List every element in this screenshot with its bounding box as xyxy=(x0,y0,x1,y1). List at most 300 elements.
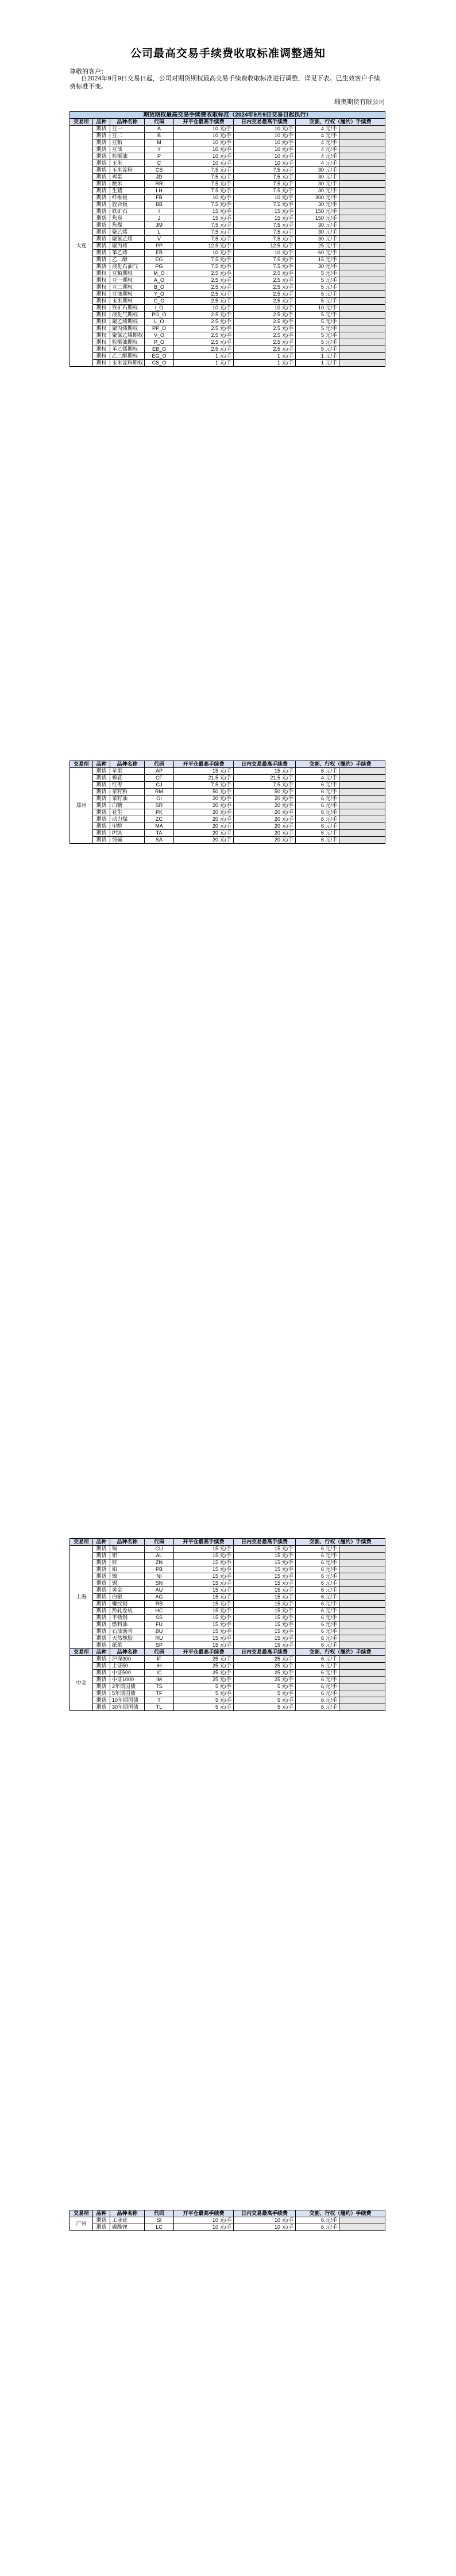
product-cell: 铝 xyxy=(110,1553,145,1559)
product-cell: 豆油 xyxy=(110,146,145,153)
blank-cell xyxy=(339,305,385,312)
blank-cell xyxy=(339,146,385,153)
kind-cell: 期货 xyxy=(93,133,110,139)
code-cell: Y xyxy=(145,146,174,153)
open-close-fee-cell: 21.5 元/手 xyxy=(174,775,234,782)
delivery-fee-cell: 10 元/手 xyxy=(296,305,339,312)
code-cell: OI xyxy=(145,796,174,802)
open-close-fee-cell: 7.5 元/手 xyxy=(174,229,234,236)
delivery-fee-cell: 6 元/手 xyxy=(296,1621,339,1628)
header-cell: 品种 xyxy=(93,2210,110,2217)
intraday-fee-cell: 10 元/手 xyxy=(234,146,296,153)
product-cell: 玉米淀粉 xyxy=(110,167,145,174)
header-cell: 交易所 xyxy=(70,1539,93,1546)
kind-cell: 期权 xyxy=(93,312,110,319)
table-row xyxy=(70,1690,385,1697)
kind-cell: 期货 xyxy=(93,782,110,789)
table-row xyxy=(70,243,385,250)
product-cell: 锌 xyxy=(110,1559,145,1566)
product-cell: 中证1000 xyxy=(110,1677,145,1683)
blank-cell xyxy=(339,1621,385,1628)
intraday-fee-cell: 20 元/手 xyxy=(234,823,296,830)
table-row xyxy=(70,1573,385,1580)
intraday-fee-cell: 15 元/手 xyxy=(234,1559,296,1566)
code-cell: J xyxy=(145,215,174,222)
delivery-fee-cell: 6 元/手 xyxy=(296,2217,339,2224)
kind-cell: 期货 xyxy=(93,167,110,174)
intraday-fee-cell: 50 元/手 xyxy=(234,789,296,796)
table-row xyxy=(70,319,385,325)
header-cell: 交易所 xyxy=(70,761,93,768)
product-cell: 锡 xyxy=(110,1580,145,1587)
product-cell: 棉花 xyxy=(110,775,145,782)
product-cell: 白糖 xyxy=(110,802,145,809)
table-row xyxy=(70,1628,385,1635)
product-cell: 玉米淀粉期权 xyxy=(110,360,145,367)
product-cell: 白银 xyxy=(110,1594,145,1601)
product-cell: 生猪 xyxy=(110,188,145,195)
code-cell: P_O xyxy=(145,339,174,346)
blank-cell xyxy=(339,319,385,325)
intraday-fee-cell: 25 元/手 xyxy=(234,1656,296,1663)
intraday-fee-cell: 10 元/手 xyxy=(234,126,296,133)
delivery-fee-cell: 5 元/手 xyxy=(296,332,339,339)
kind-cell: 期货 xyxy=(93,1601,110,1608)
intraday-fee-cell: 20 元/手 xyxy=(234,830,296,837)
page-title: 公司最高交易手续费收取标准调整通知 xyxy=(130,48,326,60)
blank-cell xyxy=(339,1635,385,1642)
open-close-fee-cell: 10 元/手 xyxy=(174,139,234,146)
header-cell: 开平仓最高手续费 xyxy=(174,2210,234,2217)
intraday-fee-cell: 15 元/手 xyxy=(234,1608,296,1615)
header-cell: 交易所 xyxy=(70,2210,93,2217)
product-cell: 铅 xyxy=(110,1566,145,1573)
blank-cell xyxy=(339,229,385,236)
blank-cell xyxy=(339,222,385,229)
code-cell: BB xyxy=(145,201,174,208)
intraday-fee-cell: 5 元/手 xyxy=(234,1697,296,1704)
kind-cell: 期货 xyxy=(93,775,110,782)
header-cell: 品种 xyxy=(93,1539,110,1546)
blank-cell xyxy=(339,195,385,201)
header-cell: 交割、行权（履约）手续费 xyxy=(296,119,385,126)
blank-cell xyxy=(339,153,385,160)
header-cell: 品种 xyxy=(93,1649,110,1656)
signer: 瑞奥期货有限公司 xyxy=(334,99,385,106)
blank-cell xyxy=(339,1608,385,1615)
blank-cell xyxy=(339,2217,385,2224)
blank-cell xyxy=(339,353,385,360)
kind-cell: 期货 xyxy=(93,1573,110,1580)
open-close-fee-cell: 50 元/手 xyxy=(174,789,234,796)
blank-cell xyxy=(339,332,385,339)
code-cell: EB_O xyxy=(145,346,174,353)
open-close-fee-cell: 2.5 元/手 xyxy=(174,270,234,277)
blank-cell xyxy=(339,312,385,319)
blank-cell xyxy=(339,284,385,291)
kind-cell: 期货 xyxy=(93,153,110,160)
intraday-fee-cell: 5 元/手 xyxy=(234,1704,296,1711)
table-row xyxy=(70,796,385,802)
table-row xyxy=(70,312,385,319)
code-cell: LH xyxy=(145,188,174,195)
product-cell: 纸浆 xyxy=(110,1642,145,1649)
header-cell: 代码 xyxy=(145,1539,174,1546)
open-close-fee-cell: 20 元/手 xyxy=(174,830,234,837)
intraday-fee-cell: 2.5 元/手 xyxy=(234,325,296,332)
intraday-fee-cell: 10 元/手 xyxy=(234,250,296,257)
table-row xyxy=(70,1608,385,1615)
intraday-fee-cell: 15 元/手 xyxy=(234,1635,296,1642)
kind-cell: 期货 xyxy=(93,126,110,133)
product-cell: 乙二醇 xyxy=(110,257,145,263)
product-cell: 聚乙烯期权 xyxy=(110,319,145,325)
intraday-fee-cell: 7.5 元/手 xyxy=(234,236,296,243)
header-cell: 开平仓最高手续费 xyxy=(174,119,234,126)
blank-cell xyxy=(339,167,385,174)
table-row xyxy=(70,201,385,208)
kind-cell: 期货 xyxy=(93,257,110,263)
delivery-fee-cell: 1 元/手 xyxy=(296,360,339,367)
table-row xyxy=(70,1580,385,1587)
kind-cell: 期权 xyxy=(93,325,110,332)
product-cell: 聚丙烯 xyxy=(110,243,145,250)
blank-cell xyxy=(339,1594,385,1601)
code-cell: SA xyxy=(145,837,174,844)
kind-cell: 期货 xyxy=(93,236,110,243)
open-close-fee-cell: 7.5 元/手 xyxy=(174,188,234,195)
kind-cell: 期权 xyxy=(93,284,110,291)
product-cell: 菜籽粕 xyxy=(110,789,145,796)
product-cell: 纯碱 xyxy=(110,837,145,844)
table-row xyxy=(70,263,385,270)
open-close-fee-cell: 15 元/手 xyxy=(174,1608,234,1615)
code-cell: PP xyxy=(145,243,174,250)
table-row xyxy=(70,1704,385,1711)
table-row xyxy=(70,1546,385,1553)
kind-cell: 期权 xyxy=(93,305,110,312)
blank-cell xyxy=(339,250,385,257)
code-cell: ZN xyxy=(145,1559,174,1566)
table-row xyxy=(70,809,385,816)
open-close-fee-cell: 20 元/手 xyxy=(174,837,234,844)
table-row xyxy=(70,1566,385,1573)
exchange-cell: 上海 xyxy=(70,1546,93,1649)
blank-cell xyxy=(339,1615,385,1621)
open-close-fee-cell: 25 元/手 xyxy=(174,1670,234,1677)
delivery-fee-cell: 6 元/手 xyxy=(296,1656,339,1663)
header-cell: 日内交易最高手续费 xyxy=(234,761,296,768)
product-cell: 聚丙烯期权 xyxy=(110,325,145,332)
open-close-fee-cell: 5 元/手 xyxy=(174,1690,234,1697)
code-cell: M_O xyxy=(145,270,174,277)
intraday-fee-cell: 20 元/手 xyxy=(234,802,296,809)
blank-cell xyxy=(339,1642,385,1649)
intraday-fee-cell: 10 元/手 xyxy=(234,139,296,146)
header-cell: 交割、行权（履约）手续费 xyxy=(296,1539,385,1546)
product-cell: 2年期国债 xyxy=(110,1683,145,1690)
code-cell: CS_O xyxy=(145,360,174,367)
open-close-fee-cell: 2.5 元/手 xyxy=(174,332,234,339)
blank-cell xyxy=(339,1704,385,1711)
kind-cell: 期货 xyxy=(93,1608,110,1615)
header-cell: 品种 xyxy=(93,119,110,126)
kind-cell: 期货 xyxy=(93,2217,110,2224)
table-row xyxy=(70,305,385,312)
header-cell: 开平仓最高手续费 xyxy=(174,761,234,768)
delivery-fee-cell: 30 元/手 xyxy=(296,188,339,195)
delivery-fee-cell: 4 元/手 xyxy=(296,775,339,782)
delivery-fee-cell: 6 元/手 xyxy=(296,830,339,837)
table-row xyxy=(70,816,385,823)
kind-cell: 期货 xyxy=(93,816,110,823)
kind-cell: 期货 xyxy=(93,837,110,844)
intraday-fee-cell: 2.5 元/手 xyxy=(234,270,296,277)
open-close-fee-cell: 2.5 元/手 xyxy=(174,277,234,284)
delivery-fee-cell: 6 元/手 xyxy=(296,1663,339,1670)
blank-cell xyxy=(339,796,385,802)
intraday-fee-cell: 5 元/手 xyxy=(234,1690,296,1697)
delivery-fee-cell: 4 元/手 xyxy=(296,126,339,133)
header-cell: 品种名称 xyxy=(110,761,145,768)
open-close-fee-cell: 12.5 元/手 xyxy=(174,243,234,250)
kind-cell: 期货 xyxy=(93,215,110,222)
open-close-fee-cell: 10 元/手 xyxy=(174,305,234,312)
product-cell: 甲醇 xyxy=(110,823,145,830)
header-cell: 品种名称 xyxy=(110,119,145,126)
kind-cell: 期货 xyxy=(93,1580,110,1587)
table-row xyxy=(70,298,385,305)
blank-cell xyxy=(339,346,385,353)
delivery-fee-cell: 6 元/手 xyxy=(296,1608,339,1615)
delivery-fee-cell: 6 元/手 xyxy=(296,1580,339,1587)
delivery-fee-cell: 6 元/手 xyxy=(296,802,339,809)
product-cell: 焦煤 xyxy=(110,222,145,229)
product-cell: 聚乙烯 xyxy=(110,229,145,236)
code-cell: SS xyxy=(145,1615,174,1621)
code-cell: PB xyxy=(145,1566,174,1573)
code-cell: CJ xyxy=(145,782,174,789)
open-close-fee-cell: 7.5 元/手 xyxy=(174,222,234,229)
code-cell: M xyxy=(145,139,174,146)
code-cell: EB xyxy=(145,250,174,257)
table-row xyxy=(70,257,385,263)
open-close-fee-cell: 2.5 元/手 xyxy=(174,291,234,298)
intraday-fee-cell: 10 元/手 xyxy=(234,305,296,312)
exchange-cell: 大连 xyxy=(70,126,93,367)
product-cell: 焦炭 xyxy=(110,215,145,222)
code-cell: Y_O xyxy=(145,291,174,298)
intraday-fee-cell: 7.5 元/手 xyxy=(234,181,296,188)
intraday-fee-cell: 10 元/手 xyxy=(234,133,296,139)
table-row xyxy=(70,353,385,360)
kind-cell: 期货 xyxy=(93,1546,110,1553)
open-close-fee-cell: 7.5 元/手 xyxy=(174,257,234,263)
kind-cell: 期货 xyxy=(93,222,110,229)
code-cell: BU xyxy=(145,1628,174,1635)
intraday-fee-cell: 2.5 元/手 xyxy=(234,291,296,298)
header-cell: 开平仓最高手续费 xyxy=(174,1539,234,1546)
open-close-fee-cell: 5 元/手 xyxy=(174,1697,234,1704)
open-close-fee-cell: 10 元/手 xyxy=(174,195,234,201)
code-cell: CF xyxy=(145,775,174,782)
kind-cell: 期货 xyxy=(93,796,110,802)
blank-cell xyxy=(339,1628,385,1635)
kind-cell: 期货 xyxy=(93,1553,110,1559)
product-cell: 粳米 xyxy=(110,181,145,188)
delivery-fee-cell: 6 元/手 xyxy=(296,816,339,823)
kind-cell: 期货 xyxy=(93,1683,110,1690)
product-cell: 碳酸锂 xyxy=(110,2224,145,2231)
header-cell: 品种名称 xyxy=(110,1539,145,1546)
delivery-fee-cell: 6 元/手 xyxy=(296,1690,339,1697)
header-cell: 交易所 xyxy=(70,1649,93,1656)
delivery-fee-cell: 1 元/手 xyxy=(296,353,339,360)
product-cell: 铁矿石 xyxy=(110,208,145,215)
intraday-fee-cell: 2.5 元/手 xyxy=(234,277,296,284)
delivery-fee-cell: 6 元/手 xyxy=(296,789,339,796)
header-row xyxy=(70,119,385,126)
intraday-fee-cell: 15 元/手 xyxy=(234,1642,296,1649)
delivery-fee-cell: 6 元/手 xyxy=(296,2224,339,2231)
code-cell: MA xyxy=(145,823,174,830)
product-cell: 乙二醇期权 xyxy=(110,353,145,360)
product-cell: 30年期国债 xyxy=(110,1704,145,1711)
table-row xyxy=(70,1559,385,1566)
code-cell: AP xyxy=(145,768,174,775)
delivery-fee-cell: 5 元/手 xyxy=(296,312,339,319)
code-cell: HC xyxy=(145,1608,174,1615)
kind-cell: 期货 xyxy=(93,1559,110,1566)
product-cell: 玉米期权 xyxy=(110,298,145,305)
code-cell: SI xyxy=(145,2217,174,2224)
intraday-fee-cell: 25 元/手 xyxy=(234,1670,296,1677)
intraday-fee-cell: 7.5 元/手 xyxy=(234,167,296,174)
code-cell: IF xyxy=(145,1656,174,1663)
product-cell: 花生 xyxy=(110,809,145,816)
open-close-fee-cell: 7.5 元/手 xyxy=(174,236,234,243)
code-cell: IH xyxy=(145,1663,174,1670)
header-cell: 开平仓最高手续费 xyxy=(174,1649,234,1656)
blank-cell xyxy=(339,1656,385,1663)
header-cell: 代码 xyxy=(145,1649,174,1656)
kind-cell: 期货 xyxy=(93,823,110,830)
code-cell: B_O xyxy=(145,284,174,291)
delivery-fee-cell: 300 元/手 xyxy=(296,195,339,201)
product-cell: 石油沥青 xyxy=(110,1628,145,1635)
table-row xyxy=(70,153,385,160)
blank-cell xyxy=(339,174,385,181)
table-row xyxy=(70,1615,385,1621)
header-cell: 日内交易最高手续费 xyxy=(234,2210,296,2217)
open-close-fee-cell: 15 元/手 xyxy=(174,1628,234,1635)
table-row xyxy=(70,195,385,201)
product-cell: 胶合板 xyxy=(110,201,145,208)
product-cell: 燃料油 xyxy=(110,1621,145,1628)
delivery-fee-cell: 30 元/手 xyxy=(296,229,339,236)
blank-cell xyxy=(339,257,385,263)
delivery-fee-cell: 6 元/手 xyxy=(296,837,339,844)
table-row xyxy=(70,277,385,284)
code-cell: AG xyxy=(145,1594,174,1601)
header-cell: 日内交易最高手续费 xyxy=(234,119,296,126)
open-close-fee-cell: 20 元/手 xyxy=(174,816,234,823)
product-cell: 不锈钢 xyxy=(110,1615,145,1621)
delivery-fee-cell: 6 元/手 xyxy=(296,1566,339,1573)
delivery-fee-cell: 6 元/手 xyxy=(296,1677,339,1683)
delivery-fee-cell: 6 元/手 xyxy=(296,1559,339,1566)
product-cell: 液化石油气 xyxy=(110,263,145,270)
intraday-fee-cell: 15 元/手 xyxy=(234,1615,296,1621)
table-row xyxy=(70,1594,385,1601)
product-cell: 5年期国债 xyxy=(110,1690,145,1697)
open-close-fee-cell: 10 元/手 xyxy=(174,133,234,139)
table-row xyxy=(70,823,385,830)
open-close-fee-cell: 20 元/手 xyxy=(174,796,234,802)
delivery-fee-cell: 6 元/手 xyxy=(296,1635,339,1642)
product-cell: 苹果 xyxy=(110,768,145,775)
header-cell: 品种 xyxy=(93,761,110,768)
blank-cell xyxy=(339,270,385,277)
header-row xyxy=(70,2210,385,2217)
blank-cell xyxy=(339,775,385,782)
table-row xyxy=(70,332,385,339)
open-close-fee-cell: 7.5 元/手 xyxy=(174,167,234,174)
product-cell: 黄金 xyxy=(110,1587,145,1594)
table-row xyxy=(70,1663,385,1670)
kind-cell: 期货 xyxy=(93,1642,110,1649)
kind-cell: 期货 xyxy=(93,768,110,775)
table-row xyxy=(70,339,385,346)
delivery-fee-cell: 6 元/手 xyxy=(296,768,339,775)
kind-cell: 期货 xyxy=(93,1587,110,1594)
product-cell: 苯乙烯 xyxy=(110,250,145,257)
code-cell: P xyxy=(145,153,174,160)
delivery-fee-cell: 5 元/手 xyxy=(296,277,339,284)
open-close-fee-cell: 2.5 元/手 xyxy=(174,284,234,291)
code-cell: EG_O xyxy=(145,353,174,360)
kind-cell: 期权 xyxy=(93,339,110,346)
code-cell: L xyxy=(145,229,174,236)
kind-cell: 期货 xyxy=(93,1656,110,1663)
blank-cell xyxy=(339,236,385,243)
kind-cell: 期货 xyxy=(93,250,110,257)
open-close-fee-cell: 25 元/手 xyxy=(174,1656,234,1663)
delivery-fee-cell: 6 元/手 xyxy=(296,1642,339,1649)
delivery-fee-cell: 30 元/手 xyxy=(296,236,339,243)
product-cell: 棕榈油 xyxy=(110,153,145,160)
open-close-fee-cell: 15 元/手 xyxy=(174,1553,234,1559)
blank-cell xyxy=(339,837,385,844)
open-close-fee-cell: 10 元/手 xyxy=(174,153,234,160)
kind-cell: 期货 xyxy=(93,1677,110,1683)
intraday-fee-cell: 15 元/手 xyxy=(234,1573,296,1580)
code-cell: TF xyxy=(145,1690,174,1697)
blank-cell xyxy=(339,1553,385,1559)
kind-cell: 期权 xyxy=(93,360,110,367)
product-cell: 铜 xyxy=(110,1546,145,1553)
delivery-fee-cell: 15 元/手 xyxy=(296,257,339,263)
blank-cell xyxy=(339,201,385,208)
exchange-cell: 中金 xyxy=(70,1656,93,1711)
table-row xyxy=(70,291,385,298)
delivery-fee-cell: 5 元/手 xyxy=(296,346,339,353)
open-close-fee-cell: 15 元/手 xyxy=(174,1615,234,1621)
blank-cell xyxy=(339,823,385,830)
kind-cell: 期货 xyxy=(93,2224,110,2231)
open-close-fee-cell: 15 元/手 xyxy=(174,1635,234,1642)
table-row xyxy=(70,181,385,188)
